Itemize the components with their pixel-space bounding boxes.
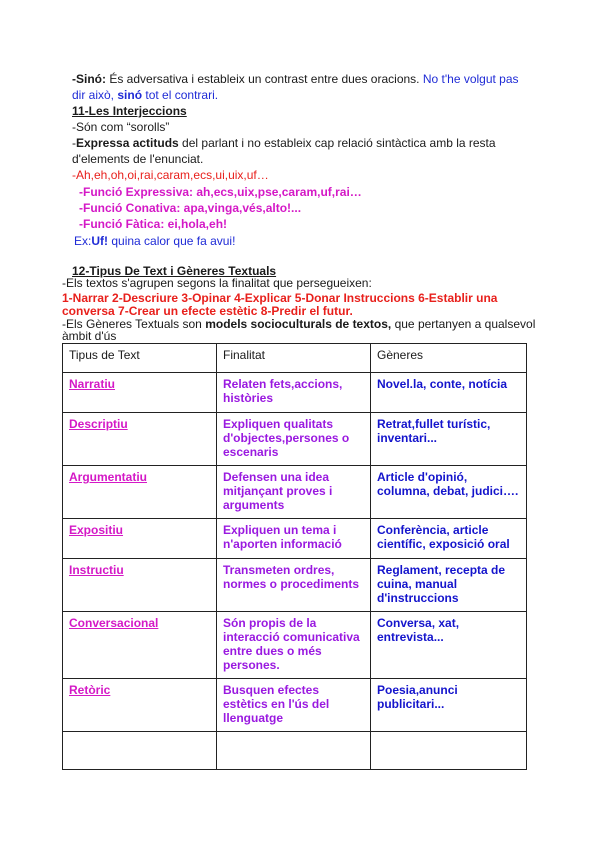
genres-cell: Conferència, article científic, exposició oral (371, 519, 527, 559)
text-type-link[interactable]: Narratiu (69, 377, 116, 391)
genres-cell: Novel.la, conte, notícia (371, 373, 527, 413)
genres-intro-pre: -Els Gèneres Textuals son (62, 317, 206, 331)
purpose-cell: Expliquen qualitats d'objectes,persones o escenaris (217, 413, 371, 466)
header-genres: Gèneres (371, 344, 527, 373)
text-types-list-line-2: conversa 7-Crear un efecte estètic 8-Predir el futur. (62, 304, 353, 318)
purpose-cell: Transmeten ordres, normes o procediments (217, 559, 371, 612)
table-row (63, 519, 527, 559)
table-empty-row (63, 732, 527, 770)
table-row (63, 679, 527, 732)
line2-rest: del parlant i no estableix cap relació sintàctica amb la resta (178, 136, 496, 150)
empty-cell (371, 732, 527, 770)
purpose-cell: Relaten fets,accions, històries (217, 373, 371, 413)
purpose-cell: Defensen una idea mitjançant proves i arguments (217, 466, 371, 519)
text-type-link[interactable]: Argumentatiu (69, 470, 147, 484)
function-phatic: -Funció Fàtica: ei,hola,eh! (79, 217, 228, 231)
text-types-list-line-1: 1-Narrar 2-Descriure 3-Opinar 4-Explicar 5-Donar Instruccions 6-Establir una (62, 291, 498, 305)
text-type-link[interactable]: Conversacional (69, 616, 159, 630)
interjections-line-1: -Són com “sorolls” (72, 120, 170, 134)
function-expressive: -Funció Expressiva: ah,ecs,uix,pse,caram,uf,rai… (79, 185, 362, 199)
line2-bold: Expressa actituds (76, 136, 179, 150)
sino-example-b: dir això, (72, 88, 118, 102)
function-conative: -Funció Conativa: apa,vinga,vés,alto!... (79, 201, 302, 215)
table-row (63, 612, 527, 679)
genres-intro-bold: models socioculturals de textos, (205, 317, 392, 331)
genres-intro-post: que pertanyen a qualsevol (391, 317, 536, 331)
genres-intro-line-2: àmbit d'ús (62, 329, 117, 343)
example-bold: Uf! (91, 234, 109, 248)
example-prefix: Ex: (74, 234, 92, 248)
purpose-cell: Són propis de la interacció comunicativa entre dues o més persones. (217, 612, 371, 679)
genres-cell: Poesia,anunci publicitari... (371, 679, 527, 732)
table-row (63, 466, 527, 519)
sino-definition: És adversativa i estableix un contrast entre dues oracions. (106, 72, 423, 86)
text-type-link[interactable]: Expositiu (69, 523, 124, 537)
interjection-example (74, 233, 235, 249)
table-row (63, 373, 527, 413)
sino-example-a: No t'he volgut pas (422, 72, 519, 86)
interjections-line-2 (72, 135, 542, 151)
sino-example-c: tot el contrari. (142, 88, 219, 102)
sino-term: -Sinó: (72, 72, 106, 86)
text-genres-table (62, 343, 527, 770)
header-text-type: Tipus de Text (63, 344, 217, 373)
text-type-link[interactable]: Descriptiu (69, 417, 128, 431)
example-rest: quina calor que fa avui! (108, 234, 236, 248)
purpose-cell: Expliquen un tema i n'aporten informació (217, 519, 371, 559)
genres-cell: Article d'opinió, columna, debat, judici…. (371, 466, 527, 519)
table-header-row (63, 344, 527, 373)
sino-paragraph (72, 71, 542, 103)
header-purpose: Finalitat (217, 344, 371, 373)
empty-cell (63, 732, 217, 770)
table-row (63, 413, 527, 466)
text-type-link[interactable]: Instructiu (69, 563, 124, 577)
genres-cell: Conversa, xat, entrevista... (371, 612, 527, 679)
line2-prefix: - (72, 136, 76, 150)
section-11-heading: 11-Les Interjeccions (72, 104, 187, 118)
text-types-intro: -Els textos s'agrupen segons la finalitat que persegueixen: (62, 276, 372, 290)
genres-cell: Retrat,fullet turístic, inventari... (371, 413, 527, 466)
section-12-heading: 12-Tipus De Text i Gèneres Textuals (72, 264, 277, 278)
table-row (63, 559, 527, 612)
sino-example-bold: sinó (117, 88, 143, 102)
interjections-list: -Ah,eh,oh,oi,rai,caram,ecs,ui,uix,uf… (72, 168, 269, 182)
genres-cell: Reglament, recepta de cuina, manual d'instruccions (371, 559, 527, 612)
genres-intro-line-1 (62, 316, 542, 332)
text-type-link[interactable]: Retòric (69, 683, 111, 697)
purpose-cell: Busquen efectes estètics en l'ús del llenguatge (217, 679, 371, 732)
interjections-line-3: d'elements de l'enunciat. (72, 152, 204, 166)
empty-cell (217, 732, 371, 770)
